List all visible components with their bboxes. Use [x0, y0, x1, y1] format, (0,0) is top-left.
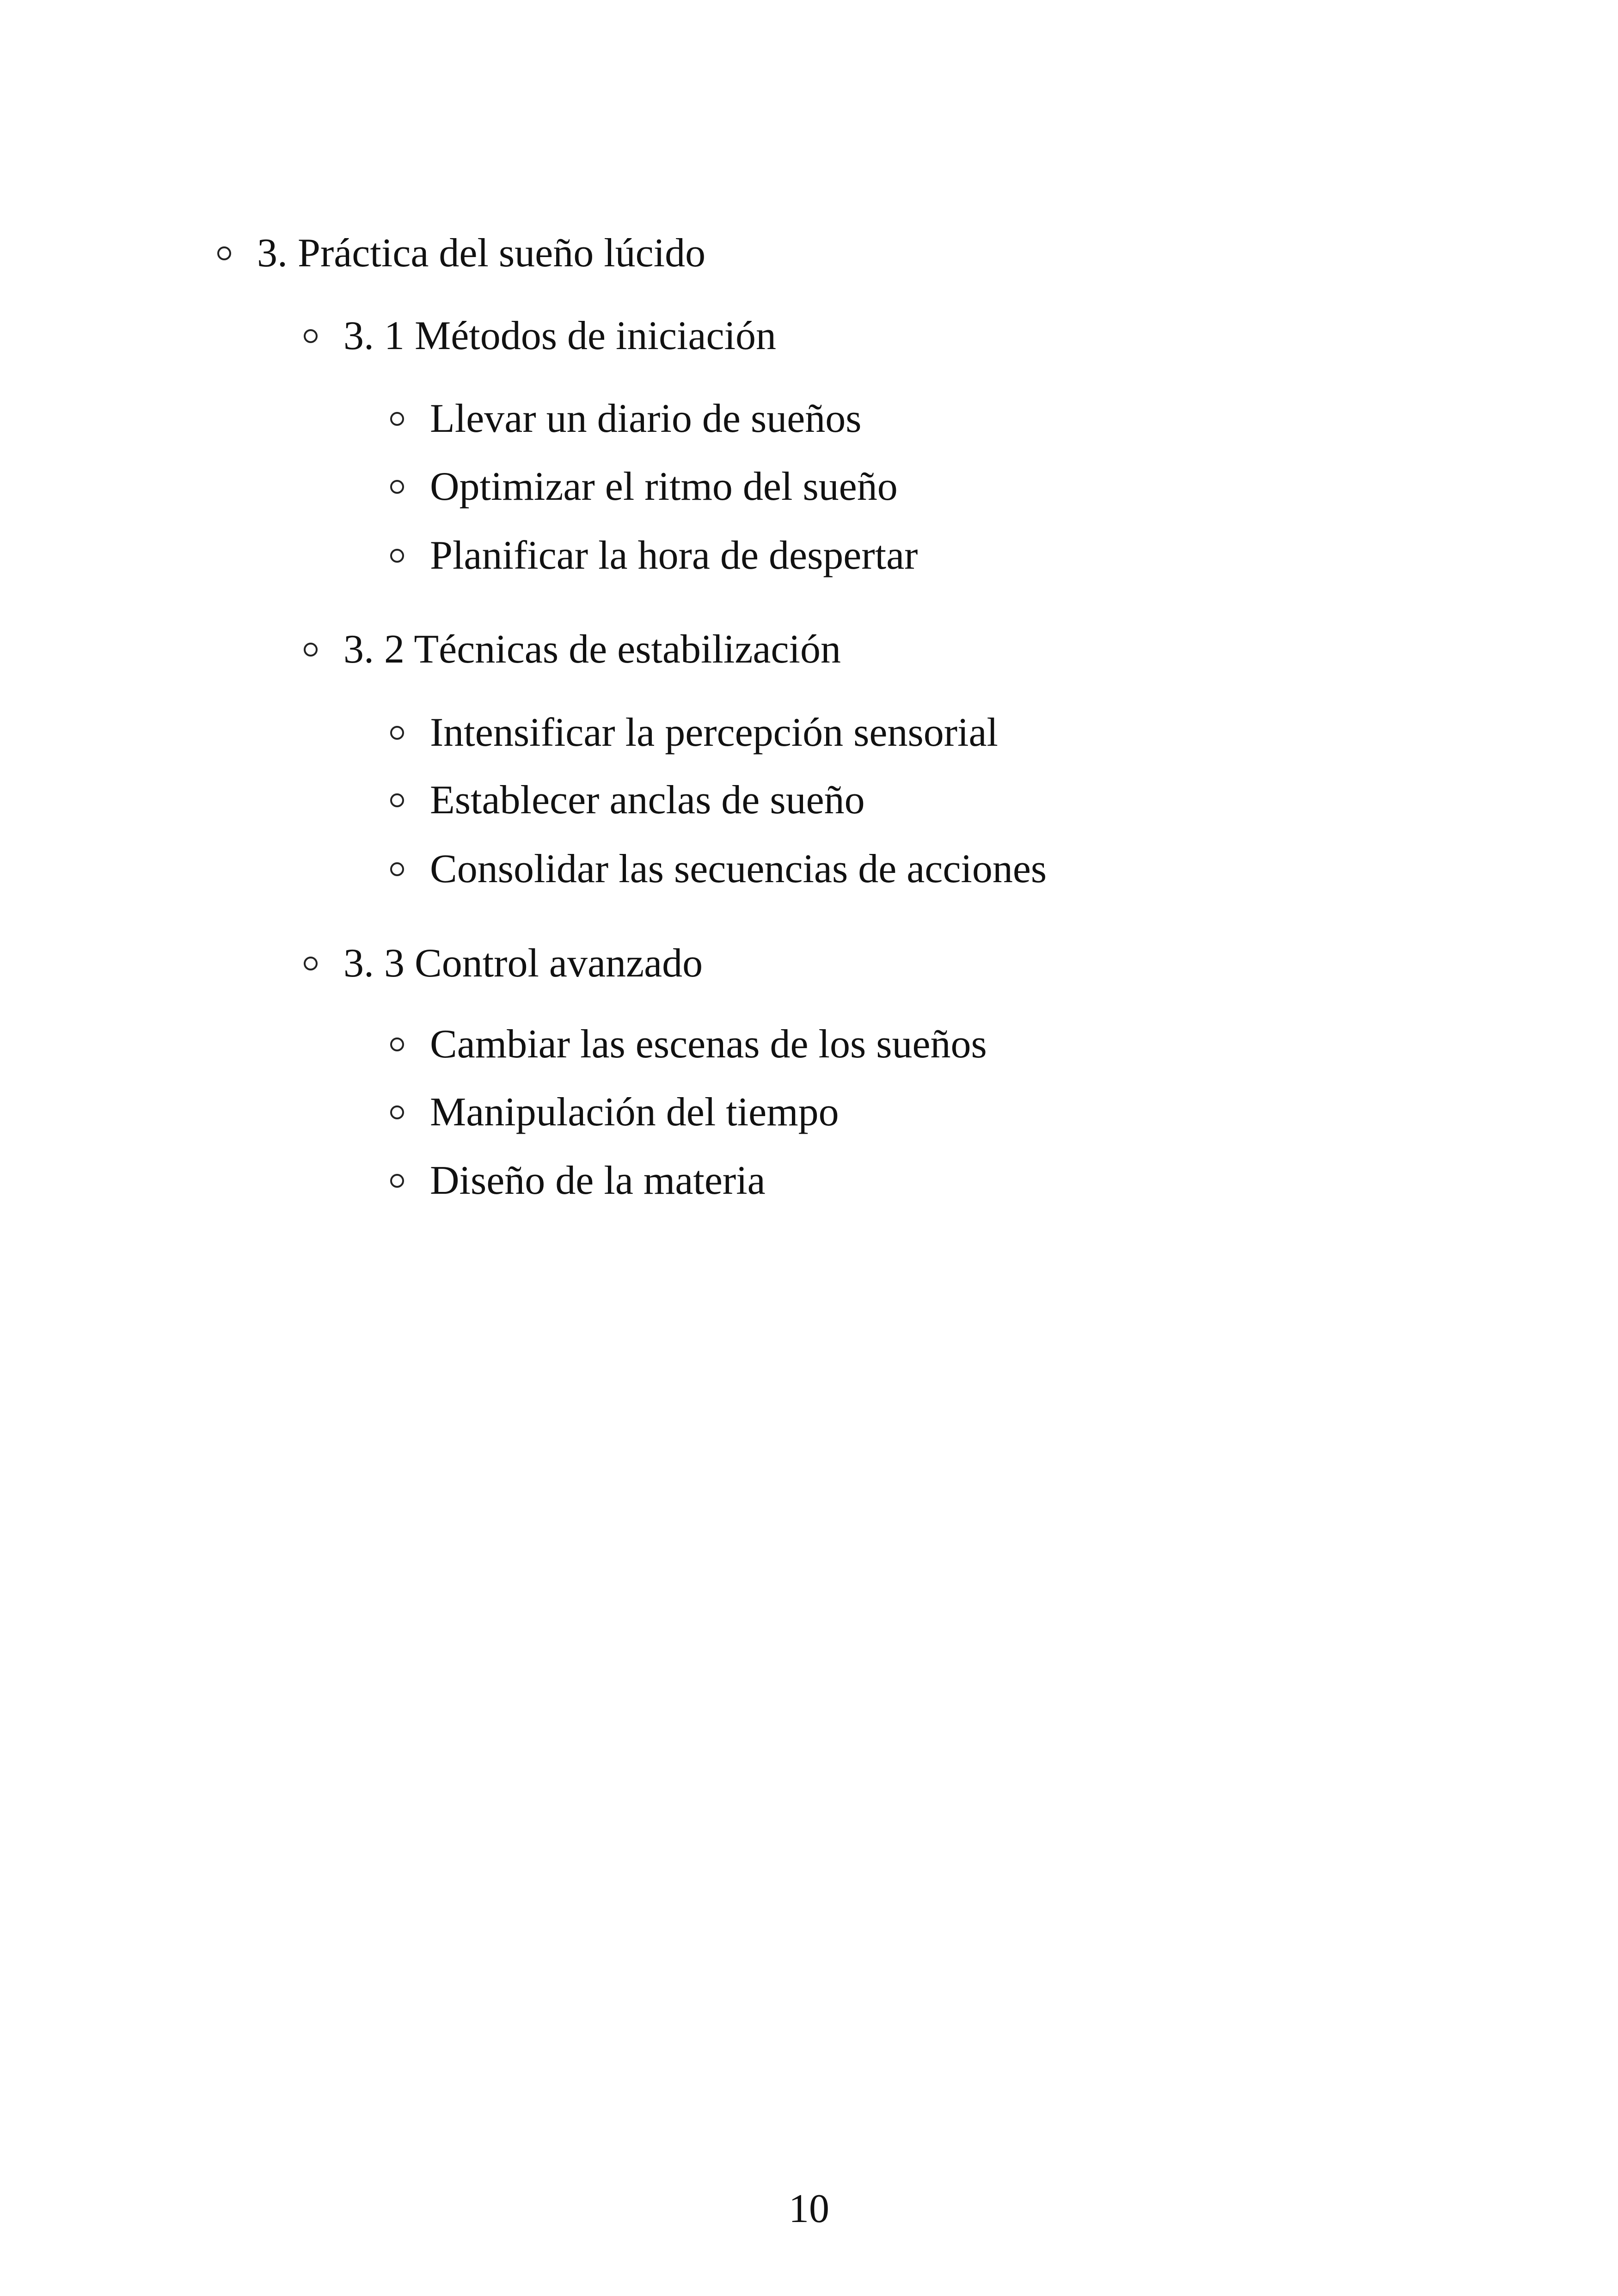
item-text: Cambiar las escenas de los sueños: [430, 1022, 987, 1067]
subsection-title: 3. 2 Técnicas de estabilización: [343, 627, 841, 672]
item-text: Diseño de la materia: [430, 1158, 766, 1203]
section-title: 3. Práctica del sueño lúcido: [257, 231, 706, 276]
item-text: Intensificar la percepción sensorial: [430, 710, 998, 755]
hollow-circle-bullet-icon: [304, 957, 318, 970]
hollow-circle-bullet-icon: [390, 1105, 404, 1119]
page-number: 10: [789, 2186, 829, 2231]
hollow-circle-bullet-icon: [304, 329, 318, 343]
hollow-circle-bullet-icon: [390, 1174, 404, 1188]
hollow-circle-bullet-icon: [390, 412, 404, 426]
hollow-circle-bullet-icon: [390, 793, 404, 807]
item-text: Planificar la hora de despertar: [430, 533, 918, 578]
item-text: Manipulación del tiempo: [430, 1090, 839, 1135]
hollow-circle-bullet-icon: [304, 643, 318, 657]
hollow-circle-bullet-icon: [390, 480, 404, 494]
subsection-title: 3. 3 Control avanzado: [343, 941, 703, 986]
item-text: Optimizar el ritmo del sueño: [430, 464, 898, 509]
hollow-circle-bullet-icon: [390, 1037, 404, 1051]
hollow-circle-bullet-icon: [217, 246, 231, 260]
subsection-title: 3. 1 Métodos de iniciación: [343, 313, 777, 358]
hollow-circle-bullet-icon: [390, 862, 404, 876]
item-text: Llevar un diario de sueños: [430, 396, 862, 441]
item-text: Establecer anclas de sueño: [430, 778, 865, 823]
hollow-circle-bullet-icon: [390, 726, 404, 740]
hollow-circle-bullet-icon: [390, 549, 404, 563]
item-text: Consolidar las secuencias de acciones: [430, 847, 1047, 891]
